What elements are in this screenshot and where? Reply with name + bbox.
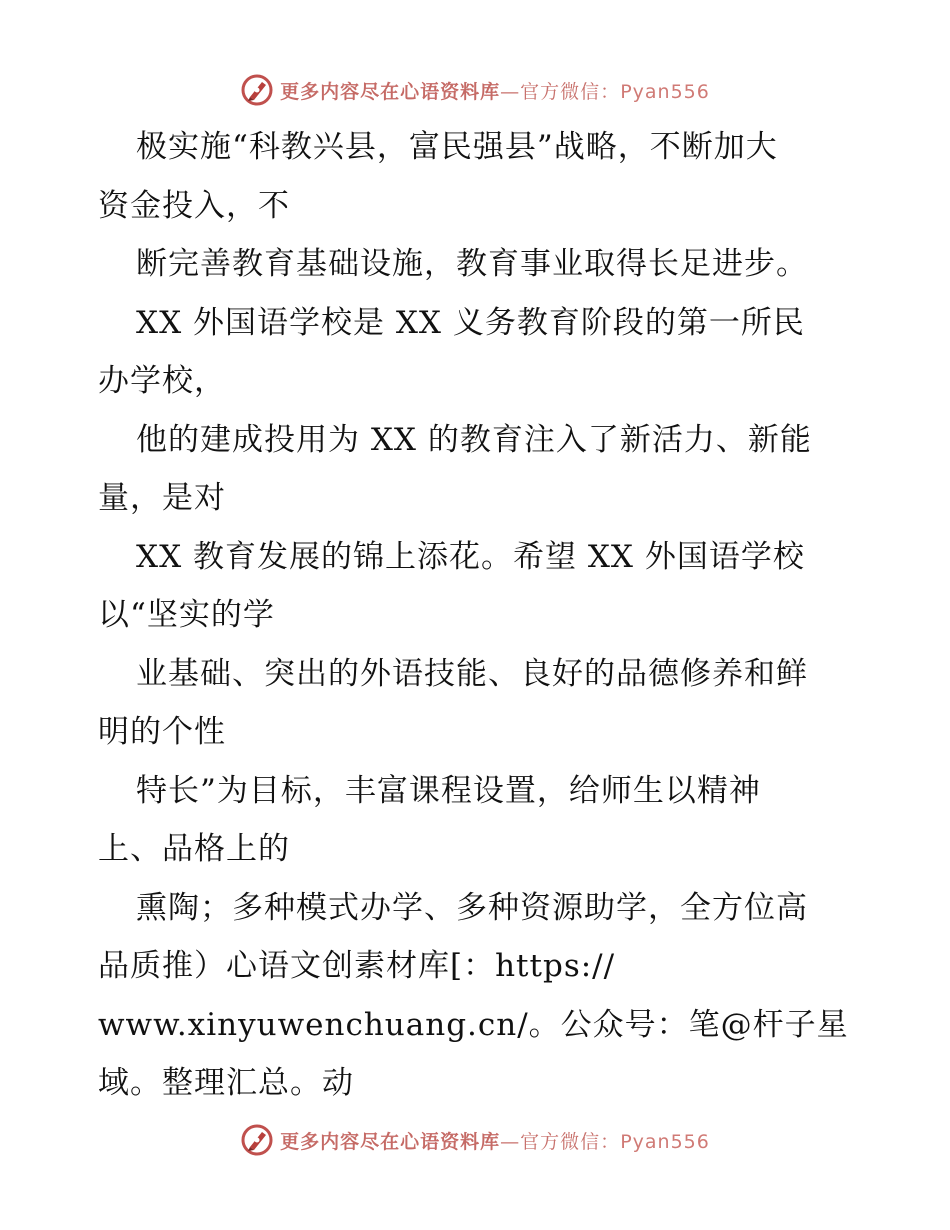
watermark-separator: — [500, 1130, 521, 1153]
paragraph-line: 办学校， [98, 363, 226, 399]
paragraph-line: 他的建成投用为 XX 的教育注入了新活力、新能 [136, 421, 812, 458]
document-body [98, 118, 858, 1113]
watermark-account: Pyan556 [620, 1130, 710, 1153]
watermark-contact: 官方微信： [520, 80, 621, 103]
pen-logo-icon [240, 1123, 274, 1157]
header-watermark [0, 70, 950, 110]
paragraph-line: XX 教育发展的锦上添花。希望 XX 外国语学校 [136, 538, 805, 575]
paragraph-line: 品质推）心语文创素材库[：https:// [98, 948, 616, 984]
watermark-account: Pyan556 [620, 80, 710, 103]
paragraph-line: 以“坚实的学 [98, 597, 275, 633]
footer-watermark [0, 1120, 950, 1160]
paragraph-line: 明的个性 [98, 714, 226, 750]
watermark-text [280, 77, 710, 104]
paragraph-line: 量，是对 [98, 480, 226, 516]
watermark-brand: 更多内容尽在心语资料库 [280, 1130, 501, 1153]
paragraph-line: 业基础、突出的外语技能、良好的品德修养和鲜 [136, 655, 808, 692]
paragraph-line: 上、品格上的 [98, 831, 290, 867]
watermark-text [280, 1127, 710, 1154]
watermark-separator: — [500, 80, 521, 103]
paragraph-line: 资金投入，不 [98, 187, 290, 224]
paragraph-line: www.xinyuwenchuang.cn/。公众号：笔@杆子星 [98, 1006, 849, 1043]
paragraph-line: 特长”为目标，丰富课程设置，给师生以精神 [136, 772, 761, 809]
paragraph-line: 极实施“科教兴县，富民强县”战略，不断加大 [136, 129, 778, 165]
watermark-brand: 更多内容尽在心语资料库 [280, 80, 501, 103]
paragraph-line: XX 外国语学校是 XX 义务教育阶段的第一所民 [136, 304, 805, 341]
watermark-contact: 官方微信： [520, 1130, 621, 1153]
paragraph-line: 域。整理汇总。动 [98, 1065, 354, 1101]
paragraph-line: 断完善教育基础设施，教育事业取得长足进步。 [136, 246, 808, 282]
paragraph-line: 熏陶；多种模式办学、多种资源助学，全方位高 [136, 889, 808, 926]
pen-logo-icon [240, 73, 274, 107]
